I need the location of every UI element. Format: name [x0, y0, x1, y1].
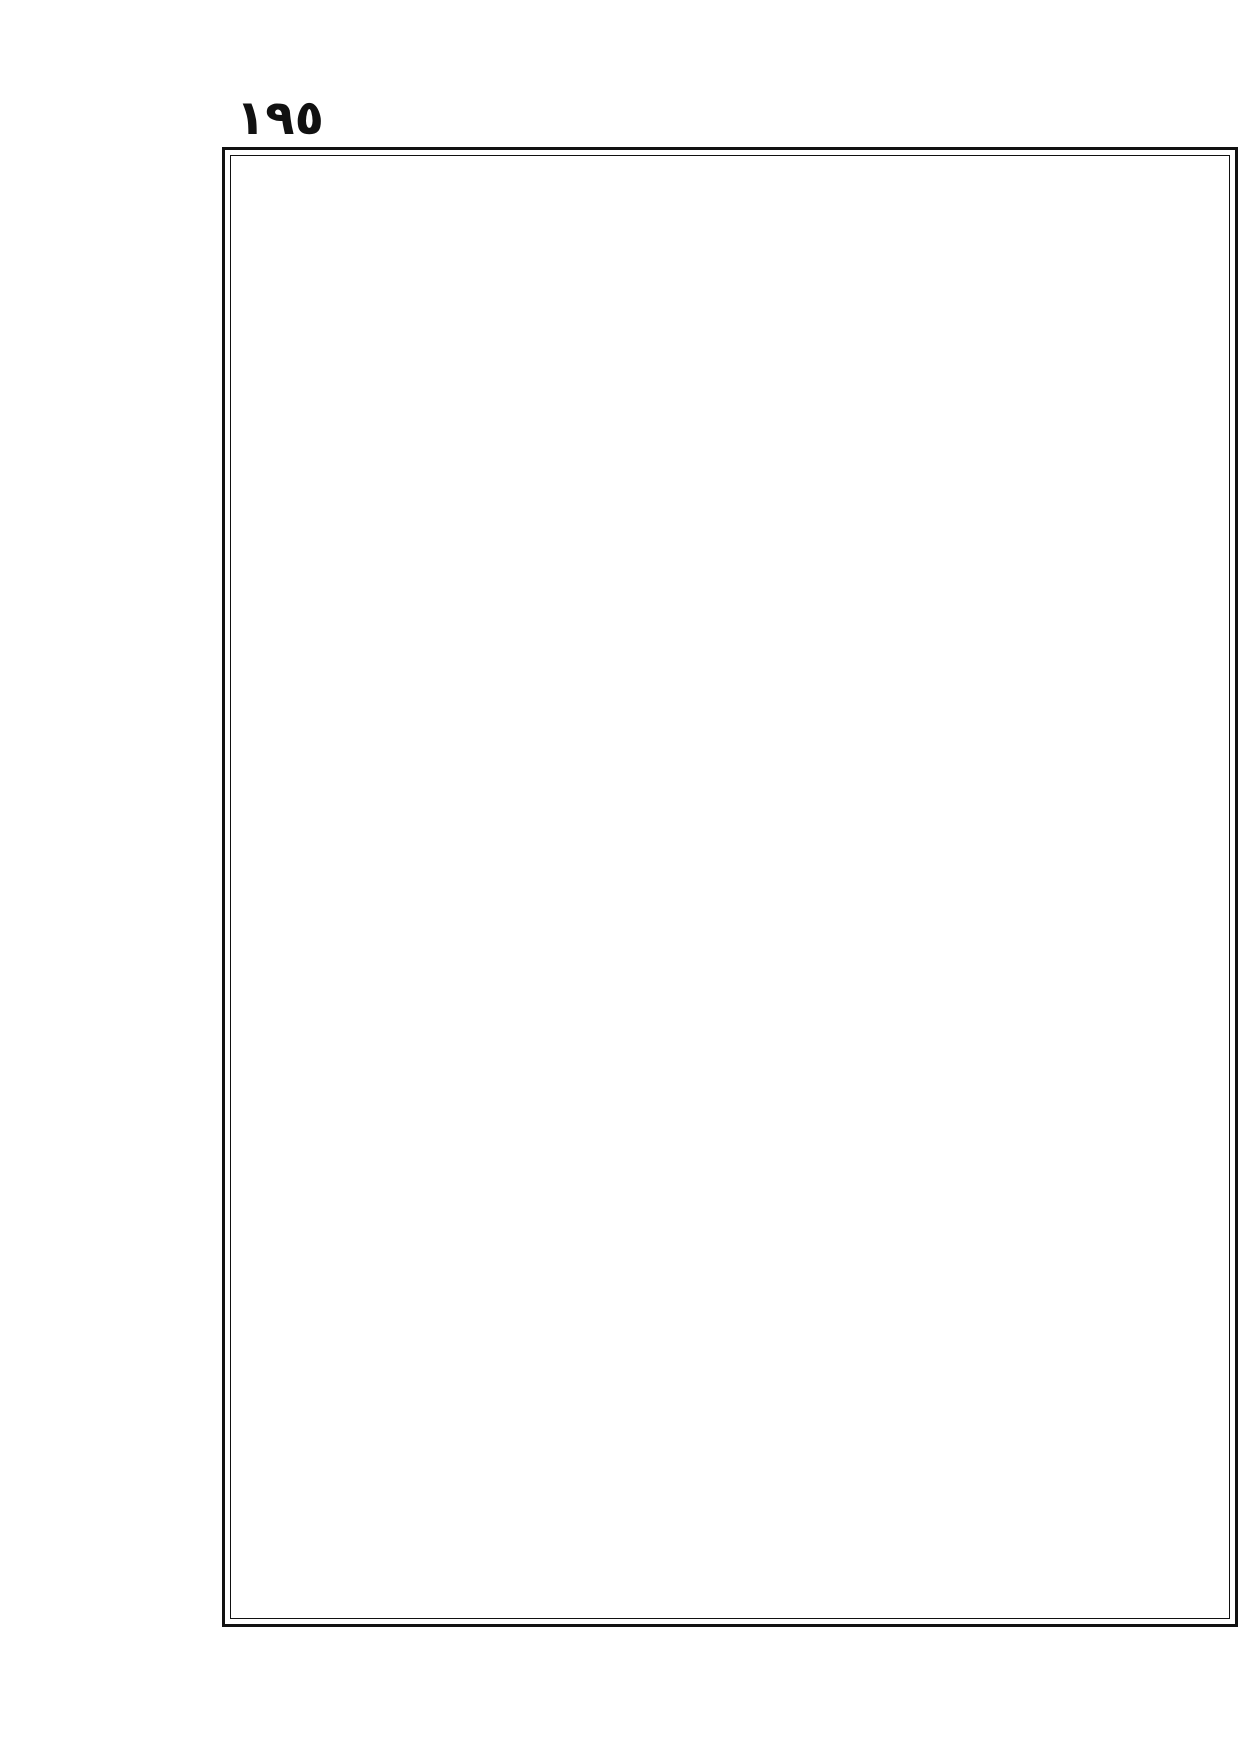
text-line: [238, 1528, 1222, 1569]
text-line: [238, 700, 1222, 741]
text-line: [238, 948, 1222, 989]
text-line: [238, 452, 1222, 493]
text-line: [238, 741, 1222, 782]
text-line: [238, 1073, 1222, 1114]
text-line: [238, 824, 1222, 865]
text-line: [238, 1362, 1222, 1403]
text-line: [238, 1569, 1222, 1610]
text-line: [238, 493, 1222, 534]
text-line: [238, 866, 1222, 907]
text-line: [238, 1280, 1222, 1321]
text-line: [238, 369, 1222, 410]
text-line: [238, 1445, 1222, 1486]
text-line: [238, 1031, 1222, 1072]
text-line: [238, 617, 1222, 658]
text-line: [238, 162, 1222, 203]
text-line: [238, 659, 1222, 700]
text-line: [238, 1487, 1222, 1528]
text-line: [238, 576, 1222, 617]
text-line: [238, 1404, 1222, 1445]
text-line: [238, 328, 1222, 369]
text-line: [238, 783, 1222, 824]
text-line: [238, 1238, 1222, 1279]
text-line: [238, 245, 1222, 286]
text-body: [238, 162, 1222, 1612]
text-line: [238, 286, 1222, 327]
text-line: [238, 1321, 1222, 1362]
text-line: [238, 410, 1222, 451]
text-line: [238, 535, 1222, 576]
text-line: [238, 203, 1222, 244]
text-line: [238, 990, 1222, 1031]
text-line: [238, 1114, 1222, 1155]
text-line: [238, 1155, 1222, 1196]
page-number: ١٩٥: [236, 90, 324, 146]
text-line: [238, 907, 1222, 948]
text-line: [238, 1197, 1222, 1238]
